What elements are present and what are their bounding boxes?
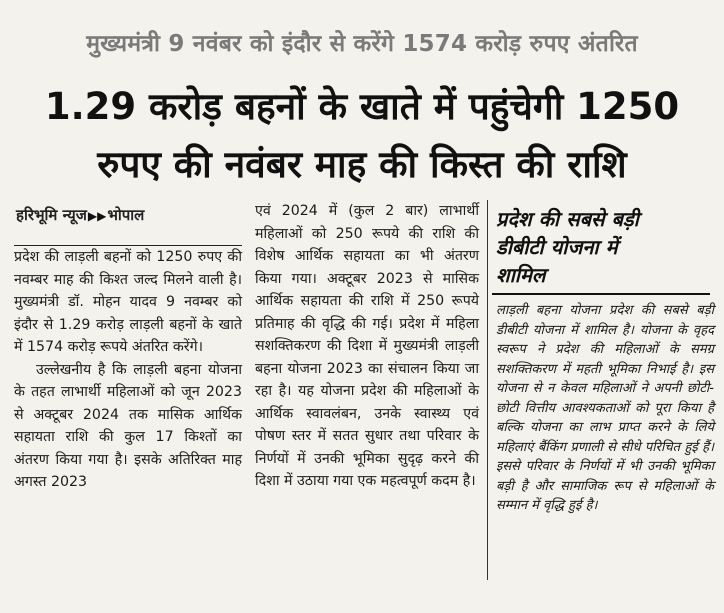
byline-source: हरिभूमि न्यूज [16, 206, 87, 224]
paragraph-1: प्रदेश की लाड़ली बहनों को 1250 रुपए की नवम्बर माह की किश्त जल्द मिलने वाली है। मुख्यमंत्री डॉ. मोहन यादव 9 नवम्बर को इंदौर से 1.29 करोड़ लाड़ली बहनों के खाते में 1574 करोड़ रूपये अंतरित करेंगे। [14, 249, 242, 355]
sidebar-paragraph: लाड़ली बहना योजना प्रदेश की सबसे बड़ी डीबीटी योजना में शामिल है। योजना के वृहद स्वरूप ने प्रदेश की महिलाओं के समग्र सशक्तिकरण में महती भूमिका निभाई है। इस योजना से न केवल महिलाओं ने अपनी छोटी-छोटी वित्तीय आवश्यकताओं को पूरा किया है बल्कि योजना का लाभ प्राप्त करने के लिये महिलाएं बैंकिंग प्रणाली से सीधे परिचित हुई हैं। इससे परिवार के निर्णयों में भी उनकी भूमिका बड़ी है और सामाजिक रूप से महिलाओं के सम्मान में वृद्धि हुई है। [496, 303, 714, 513]
sidebar-box [492, 205, 714, 585]
sidebar-title-line-1: प्रदेश की सबसे बड़ी [496, 207, 639, 231]
main-headline [10, 78, 714, 194]
article-column-1 [14, 245, 242, 494]
paragraph-3: एवं 2024 में (कुल 2 बार) लाभार्थी महिलाओं को 250 रूपये की राशि की विशेष आर्थिक सहायता का भी अंतरण किया गया। अक्टूबर 2023 से मासिक आर्थिक सहायता की राशि में 250 रूपये प्रतिमाह की वृद्धि की गई। प्रदेश में महिला सशक्तिकरण की दिशा में मुख्यमंत्री लाड़ली बहना योजना 2023 का संचालन किया जा रहा है। यह योजना प्रदेश की महिलाओं के आर्थिक स्वावलंबन, उनके स्वास्थ्य एवं पोषण स्तर में सतत सुधार तथा परिवार के निर्णयों में उनकी भूमिका सुदृढ़ करने की दिशा में उठाया गया एक महत्वपूर्ण कदम है। [255, 203, 479, 489]
sidebar-rule [492, 293, 710, 295]
kicker-headline: मुख्यमंत्री 9 नवंबर को इंदौर से करेंगे 1574 करोड़ रुपए अंतरित [86, 31, 638, 57]
double-arrow-icon: ▶▶ [87, 209, 107, 223]
sidebar-title-line-3: शामिल [496, 263, 546, 287]
sidebar-title-line-2: डीबीटी योजना में [496, 235, 618, 259]
headline-line-1: 1.29 करोड़ बहनों के खाते में पहुंचेगी 1250 [44, 85, 680, 128]
sidebar-text [496, 301, 714, 516]
paragraph-2: उल्लेखनीय है कि लाड़ली बहना योजना के तहत लाभार्थी महिलाओं को जून 2023 से अक्टूबर 2024 तक मासिक आर्थिक सहायता राशि की कुल 17 किश्तों का अंतरण किया गया है। इसके अतिरिक्त माह अगस्त 2023 [14, 361, 242, 490]
headline-line-2: रुपए की नवंबर माह की किस्त की राशि [97, 143, 627, 186]
sidebar-title [496, 205, 714, 289]
byline [16, 205, 246, 225]
article-column-2 [255, 200, 479, 493]
byline-place: भोपाल [107, 206, 145, 224]
vertical-divider [487, 200, 488, 580]
